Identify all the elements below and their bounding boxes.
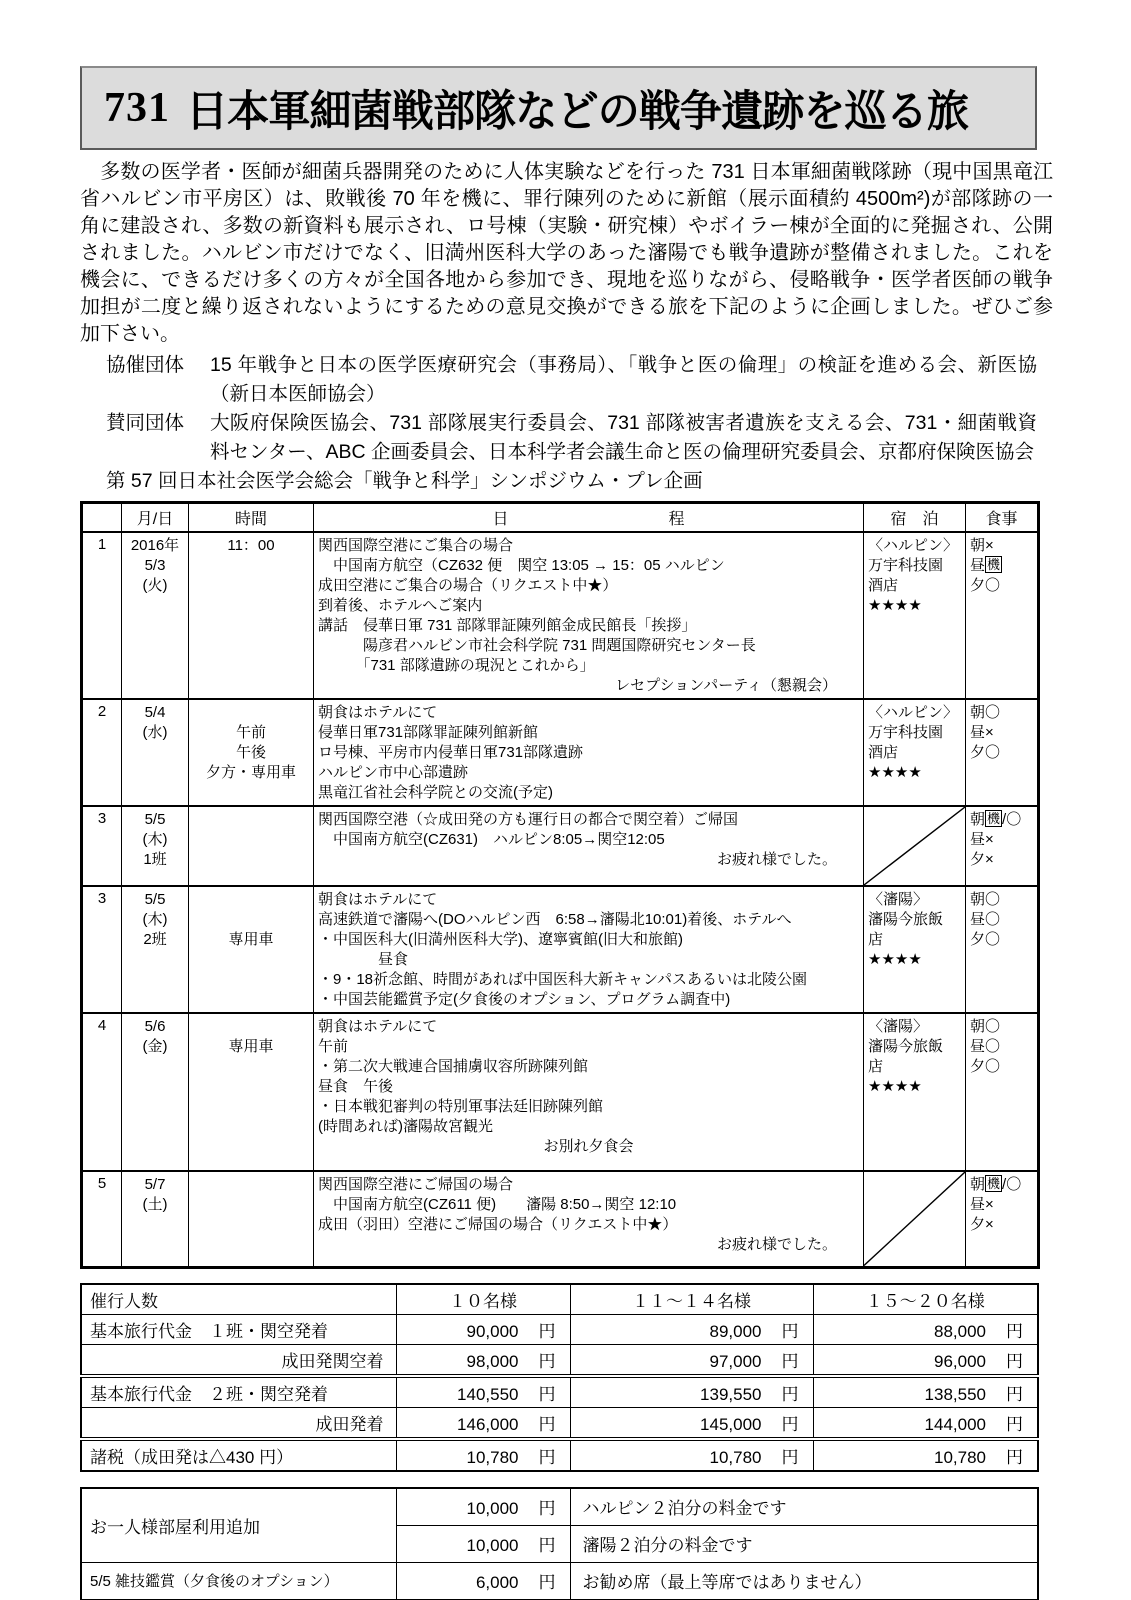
title-number: 731: [104, 85, 170, 131]
text-line: 専用車: [228, 1038, 274, 1055]
price-value-cell: [813, 1344, 1038, 1376]
text-line: 講話 侵華日軍 731 部隊罪証陳列館金成民館長「挨拶」: [318, 617, 697, 634]
price-value-cell: [813, 1314, 1038, 1344]
option-description-cell: 瀋陽２泊分の料金です: [570, 1525, 1038, 1562]
text-line: 午後: [235, 744, 266, 761]
meals-cell: [966, 886, 1039, 1013]
meal-line: 朝×: [970, 537, 994, 554]
text-line: 2班: [143, 931, 167, 948]
price-row-label: 成田発着: [81, 1407, 396, 1439]
currency-unit: 円: [538, 1536, 556, 1555]
itinerary-row: [82, 1013, 1039, 1171]
price-value-cell: [813, 1407, 1038, 1439]
text-line: 到着後、ホテルへご案内: [318, 597, 483, 614]
time-cell: [189, 699, 314, 806]
price-amount: 10,780: [709, 1447, 762, 1467]
text-line: 11：00: [227, 537, 275, 554]
text-line: (時間あれば)瀋陽故宮観光: [318, 1118, 493, 1135]
text-line: 黒竜江省社会科学院との交流(予定): [318, 784, 553, 801]
currency-unit: 円: [538, 1351, 556, 1371]
text-line: 中国南方航空(CZ631) ハルピン8:05→関空12:05: [318, 831, 665, 848]
price-amount: 139,550: [700, 1384, 762, 1404]
price-value-cell: [396, 1344, 570, 1376]
day-number-cell: 1: [82, 532, 122, 699]
price-amount: 145,000: [700, 1414, 762, 1434]
meal-line: 夕×: [970, 1216, 994, 1233]
text-line: お疲れ様でした。: [716, 1236, 837, 1253]
lodging-cell: [864, 886, 966, 1013]
currency-unit: 円: [538, 1384, 556, 1404]
price-value-cell: [396, 1439, 570, 1471]
price-row: [81, 1407, 1038, 1439]
org-row-supporter: [80, 409, 1037, 467]
price-amount: 10,780: [934, 1447, 986, 1467]
title-banner: [80, 66, 1037, 150]
price-amount: 10,000: [466, 1499, 519, 1518]
currency-unit: 円: [1006, 1447, 1023, 1467]
text-line: 5/7: [144, 1176, 166, 1193]
option-row-label: 5/5 雑技鑑賞（夕食後のオプション）: [81, 1562, 396, 1600]
time-cell: [189, 806, 314, 886]
price-value-cell: [396, 1314, 570, 1344]
meal-line: 朝 機 /〇: [970, 1176, 1022, 1193]
currency-unit: 円: [538, 1447, 556, 1467]
text-line: 「731 部隊遺跡の現況とこれから」: [318, 657, 595, 674]
option-description-cell: お勧め席（最上等席ではありません）: [570, 1562, 1038, 1600]
options-table: [80, 1487, 1039, 1600]
price-amount: 6,000: [475, 1573, 519, 1592]
text-line: (金): [142, 1038, 168, 1055]
schedule-cell: [314, 1013, 864, 1171]
text-line: 高速鉄道で瀋陽へ(DOハルピン西 6:58→瀋陽北10:01)着後、ホテルへ: [318, 911, 792, 928]
meal-line: 夕〇: [970, 1058, 1001, 1075]
diagonal-line-icon: [864, 807, 965, 885]
itinerary-row: [82, 699, 1039, 806]
col-header-date: 月/日: [122, 503, 189, 533]
meal-line: 昼×: [970, 1196, 994, 1213]
date-cell: [122, 806, 189, 886]
text-line: 2016年: [130, 537, 180, 554]
price-amount: 140,550: [457, 1384, 519, 1404]
price-amount: 97,000: [709, 1351, 762, 1371]
text-line: ・中国医科大(旧満州医科大学)、遼寧賓館(旧大和旅館): [318, 931, 683, 948]
price-table-body: [81, 1314, 1038, 1471]
schedule-cell: [314, 699, 864, 806]
text-line: 中国南方航空(CZ611 便) 瀋陽 8:50→関空 12:10: [318, 1196, 677, 1213]
itinerary-body: [82, 532, 1039, 1267]
price-row: [81, 1344, 1038, 1376]
text-line: 朝食はホテルにて: [318, 1018, 438, 1035]
currency-unit: 円: [1006, 1321, 1023, 1341]
meal-line: 夕×: [970, 851, 994, 868]
text-line: (木): [142, 911, 168, 928]
org-list: [80, 351, 1037, 496]
text-line: 〈ハルピン〉: [868, 704, 959, 721]
price-amount: 89,000: [709, 1321, 762, 1341]
price-value-cell: [570, 1314, 813, 1344]
diagonal-line-icon: [864, 1172, 965, 1266]
text-line: 成田空港にご集合の場合（リクエスト中★）: [318, 577, 618, 594]
text-line: 万宇科技園: [868, 724, 944, 741]
text-line: 〈瀋陽〉: [868, 1018, 929, 1035]
text-line: [193, 910, 309, 930]
text-line: 瀋陽今旅飯: [868, 911, 944, 928]
price-amount: 88,000: [934, 1321, 986, 1341]
text-line: ★★★★: [868, 951, 922, 968]
currency-unit: 円: [1006, 1414, 1023, 1434]
currency-unit: 円: [538, 1321, 556, 1341]
time-cell: [189, 886, 314, 1013]
currency-unit: 円: [538, 1499, 556, 1518]
itinerary-table: [80, 501, 1040, 1269]
text-line: 昼食 午後: [318, 1078, 394, 1095]
text-line: 〈ハルピン〉: [868, 537, 959, 554]
price-header-15-20: １５～２０名様: [813, 1284, 1038, 1315]
text-line: [193, 890, 309, 910]
price-amount: 146,000: [457, 1414, 519, 1434]
price-value-cell: [570, 1439, 813, 1471]
text-line: 昼食: [318, 951, 409, 968]
currency-unit: 円: [781, 1351, 799, 1371]
text-line: [193, 703, 309, 723]
day-number-cell: 5: [82, 1171, 122, 1267]
day-number-cell: 3: [82, 886, 122, 1013]
time-cell: [189, 1171, 314, 1267]
option-price-cell: [396, 1525, 570, 1562]
col-header-schedule: 日 程: [314, 503, 864, 533]
day-number-cell: 4: [82, 1013, 122, 1171]
price-value-cell: [570, 1376, 813, 1408]
text-line: 陽彦君ハルビン市社会科学院 731 問題国際研究センター長: [318, 637, 756, 654]
meals-cell: [966, 1013, 1039, 1171]
text-line: (火): [142, 577, 168, 594]
time-cell: [189, 1013, 314, 1171]
meal-line: 夕〇: [970, 577, 1001, 594]
meal-line: 昼 機: [970, 557, 1001, 574]
text-line: ★★★★: [868, 1078, 922, 1095]
text-line: ★★★★: [868, 764, 922, 781]
text-line: 瀋陽今旅飯: [868, 1038, 944, 1055]
col-header-no: [82, 503, 122, 533]
text-line: ・第二次大戦連合国捕虜収容所跡陳列館: [318, 1058, 589, 1075]
day-number-cell: 3: [82, 806, 122, 886]
options-table-body: [81, 1488, 1038, 1600]
price-row-label: 成田発関空着: [81, 1344, 396, 1376]
itinerary-row: [82, 1171, 1039, 1267]
lodging-cell: [864, 699, 966, 806]
date-cell: [122, 699, 189, 806]
meal-line: 朝〇: [970, 1018, 1001, 1035]
currency-unit: 円: [1006, 1351, 1023, 1371]
text-line: 5/4: [144, 704, 166, 721]
option-description-cell: ハルピン２泊分の料金です: [570, 1488, 1038, 1526]
itinerary-row: [82, 806, 1039, 886]
meal-line: 昼×: [970, 724, 994, 741]
price-value-cell: [396, 1407, 570, 1439]
col-header-meals: 食事: [966, 503, 1039, 533]
text-line: 朝食はホテルにて: [318, 704, 438, 721]
price-row-label: 基本旅行代金 ２班・関空発着: [81, 1376, 396, 1408]
text-line: 朝食はホテルにて: [318, 891, 438, 908]
text-line: 5/5: [144, 811, 166, 828]
text-line: 5/6: [144, 1018, 166, 1035]
text-line: 店: [868, 1058, 884, 1075]
text-line: (木): [142, 831, 168, 848]
text-line: (水): [142, 724, 168, 741]
date-cell: [122, 886, 189, 1013]
price-row: [81, 1314, 1038, 1344]
meal-line: 朝 機 /〇: [970, 811, 1022, 828]
text-line: 関西国際空港にご集合の場合: [318, 537, 514, 554]
price-header-11-14: １１～１４名様: [570, 1284, 813, 1315]
text-line: お別れ夕食会: [543, 1138, 634, 1155]
text-line: 5/3: [144, 557, 166, 574]
itinerary-header: [82, 503, 1039, 533]
itinerary-row: [82, 532, 1039, 699]
price-amount: 144,000: [924, 1414, 986, 1434]
text-line: 夕方・専用車: [205, 764, 296, 781]
option-row: [81, 1488, 1038, 1526]
option-row: [81, 1562, 1038, 1600]
col-header-time: 時間: [189, 503, 314, 533]
price-value-cell: [813, 1376, 1038, 1408]
intro-paragraph: 多数の医学者・医師が細菌兵器開発のために人体実験などを行った 731 日本軍細菌戦隊跡（現中国黒竜江省ハルビン市平房区）は、敗戦後 70 年を機に、罪行陳列のために新館（展示面積約 4500m²)が部隊跡の一角に建設され、多数の新資料も展示され、ロ号棟（実験・研究棟）やボイラー棟が全面的に発掘され、公開されました。ハルビン市だけでなく、旧満州医科大学のあった瀋陽でも戦争遺跡が整備されました。これを機会に、できるだけ多くの方々が全国各地から参加でき、現地を巡りながら、侵略戦争・医学者医師の戦争加担が二度と繰り返されないようにするための意見交換ができる旅を下記のように企画しました。ぜひご参加下さい。: [80, 161, 1053, 345]
price-amount: 138,550: [924, 1384, 986, 1404]
text-line: お疲れ様でした。: [716, 851, 837, 868]
lodging-cell-empty: [864, 1171, 966, 1267]
text-line: 午前: [318, 1038, 349, 1055]
currency-unit: 円: [781, 1384, 799, 1404]
meals-cell: [966, 699, 1039, 806]
text-line: 〈瀋陽〉: [868, 891, 929, 908]
currency-unit: 円: [538, 1414, 556, 1434]
document-content: [80, 66, 1053, 1600]
text-line: 午前: [235, 724, 266, 741]
price-row-label: 基本旅行代金 １班・関空発着: [81, 1314, 396, 1344]
org-label: 賛同団体: [106, 412, 185, 434]
text-line: 店: [868, 931, 884, 948]
meal-line: 朝〇: [970, 704, 1001, 721]
org-row-cohost: [80, 351, 1037, 409]
org-note: 第 57 回日本社会医学会総会「戦争と科学」シンポジウム・プレ企画: [106, 470, 703, 492]
day-number-cell: 2: [82, 699, 122, 806]
date-cell: [122, 1171, 189, 1267]
text-line: 成田（羽田）空港にご帰国の場合（リクエスト中★）: [318, 1216, 678, 1233]
text-line: (土): [142, 1196, 168, 1213]
text-line: [193, 1017, 309, 1037]
price-table: [80, 1283, 1039, 1472]
price-row: [81, 1376, 1038, 1408]
text-line: 関西国際空港にご帰国の場合: [318, 1176, 514, 1193]
meal-line: 夕〇: [970, 931, 1001, 948]
currency-unit: 円: [781, 1414, 799, 1434]
schedule-cell: [314, 1171, 864, 1267]
price-amount: 96,000: [934, 1351, 986, 1371]
text-line: 関西国際空港（☆成田発の方も運行日の都合で関空着）ご帰国: [318, 811, 739, 828]
price-value-cell: [570, 1344, 813, 1376]
meals-cell: [966, 1171, 1039, 1267]
meal-line: 昼〇: [970, 1038, 1001, 1055]
meal-line: 昼〇: [970, 911, 1001, 928]
text-line: ・9・18祈念館、時間があれば中国医科大新キャンパスあるいは北陵公園: [318, 971, 807, 988]
text-line: ・中国芸能鑑賞予定(夕食後のオプション、プログラム調査中): [318, 991, 731, 1008]
inflight-meal-box: 機: [987, 557, 1001, 572]
price-amount: 90,000: [466, 1321, 519, 1341]
text-line: 専用車: [228, 931, 274, 948]
text-line: 中国南方航空（CZ632 便 関空 13:05 → 15：05 ハルピン: [318, 557, 725, 574]
org-text: 大阪府保険医協会、731 部隊展実行委員会、731 部隊被害者遺族を支える会、731・細菌戦資料センター、ABC 企画委員会、日本科学者会議生命と医の倫理研究委員会、京都府保険医協会: [210, 412, 1037, 463]
option-price-cell: [396, 1488, 570, 1526]
text-line: 1班: [143, 851, 167, 868]
text-line: 酒店: [868, 744, 899, 761]
price-amount: 98,000: [466, 1351, 519, 1371]
text-line: ★★★★: [868, 597, 922, 614]
lodging-cell-empty: [864, 806, 966, 886]
page-title: 日本軍細菌戦部隊などの戦争遺跡を巡る旅: [186, 87, 969, 136]
org-text: 15 年戦争と日本の医学医療研究会（事務局）、「戦争と医の倫理」の検証を進める会、新医協（新日本医師協会）: [210, 354, 1037, 405]
price-amount: 10,000: [466, 1536, 519, 1555]
schedule-cell: [314, 886, 864, 1013]
date-cell: [122, 1013, 189, 1171]
lodging-cell: [864, 532, 966, 699]
text-line: レセプションパーティ（懇親会）: [615, 677, 837, 694]
price-header-group-size: 催行人数: [81, 1284, 396, 1315]
lodging-cell: [864, 1013, 966, 1171]
option-row-label: お一人様部屋利用追加: [81, 1488, 396, 1563]
schedule-cell: [314, 532, 864, 699]
meals-cell: [966, 806, 1039, 886]
date-cell: [122, 532, 189, 699]
currency-unit: 円: [1006, 1384, 1023, 1404]
option-price-cell: [396, 1562, 570, 1600]
inflight-meal-box: 機: [987, 1176, 1001, 1191]
inflight-meal-box: 機: [987, 811, 1001, 826]
text-line: ロ号棟、平房市内侵華日軍731部隊遺跡: [318, 744, 584, 761]
currency-unit: 円: [781, 1321, 799, 1341]
text-line: 5/5: [144, 891, 166, 908]
org-label: 協催団体: [106, 354, 185, 376]
text-line: 侵華日軍731部隊罪証陳列館新館: [318, 724, 539, 741]
time-cell: [189, 532, 314, 699]
col-header-lodging: 宿 泊: [864, 503, 966, 533]
currency-unit: 円: [538, 1573, 556, 1592]
text-line: 酒店: [868, 577, 899, 594]
price-value-cell: [570, 1407, 813, 1439]
text-line: ・日本戦犯審判の特別軍事法廷旧跡陳列館: [318, 1098, 604, 1115]
itinerary-row: [82, 886, 1039, 1013]
price-value-cell: [813, 1439, 1038, 1471]
meal-line: 朝〇: [970, 891, 1001, 908]
currency-unit: 円: [781, 1447, 799, 1467]
text-line: ハルピン市中心部遺跡: [318, 764, 469, 781]
price-header-10: １０名様: [396, 1284, 570, 1315]
price-value-cell: [396, 1376, 570, 1408]
meal-line: 昼×: [970, 831, 994, 848]
price-amount: 10,780: [466, 1447, 519, 1467]
price-row: [81, 1439, 1038, 1471]
price-row-label: 諸税（成田発は△430 円）: [81, 1439, 396, 1471]
text-line: 万宇科技園: [868, 557, 944, 574]
meals-cell: [966, 532, 1039, 699]
meal-line: 夕〇: [970, 744, 1001, 761]
price-table-header: [81, 1284, 1038, 1315]
schedule-cell: [314, 806, 864, 886]
